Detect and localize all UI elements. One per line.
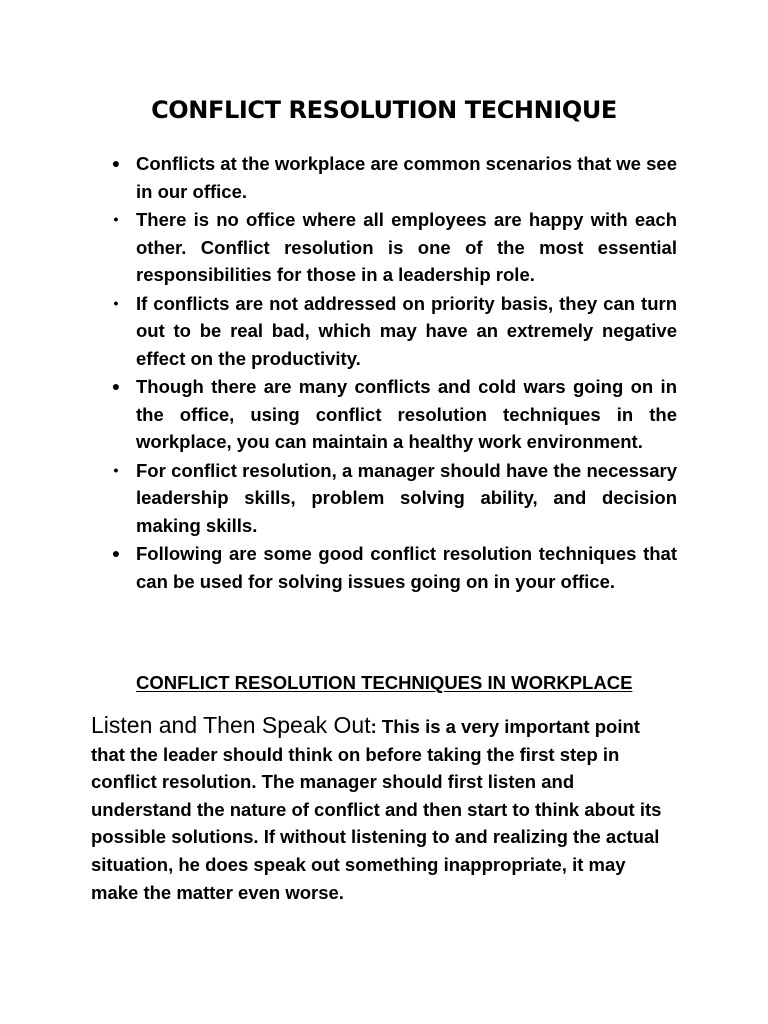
section-lead: Listen and Then Speak Out: [91, 712, 371, 738]
bullet-text: If conflicts are not addressed on priority basis, they can turn out to be real bad, which may have an extremely negative effect on the productivity.: [136, 292, 677, 369]
section-body: : This is a very important point that the leader should think on before taking the first step in conflict resolution. The manager should first listen and understand the nature of conflict and then start to think about its possible solutions. If without listening to and realizing the actual situation, he does speak out something inappropriate, it may make the matter even worse.: [91, 716, 662, 903]
bullet-icon: ●: [111, 545, 121, 561]
bullet-icon: •: [113, 211, 119, 227]
bullet-icon: •: [113, 461, 119, 478]
bullet-item-5: [110, 457, 677, 540]
bullet-icon: ●: [111, 155, 121, 171]
bullet-item-3: [110, 290, 677, 373]
bullet-text: Conflicts at the workplace are common scenarios that we see in our office.: [136, 153, 677, 202]
bullet-item-2: [110, 206, 677, 289]
bullet-item-6: [110, 540, 677, 595]
section-paragraph: [91, 712, 666, 906]
bullet-icon: ●: [111, 378, 121, 394]
bullet-text: Following are some good conflict resolution techniques that can be used for solving issues going on in your office.: [136, 543, 677, 592]
page-title: CONFLICT RESOLUTION TECHNIQUE: [151, 96, 617, 124]
bullet-icon: •: [113, 294, 119, 311]
section-subheading: CONFLICT RESOLUTION TECHNIQUES IN WORKPLACE: [136, 672, 633, 693]
bullet-text: For conflict resolution, a manager should have the necessary leadership skills, problem solving ability, and decision making skills.: [136, 459, 677, 536]
bullet-list: [110, 150, 677, 595]
bullet-item-4: [110, 373, 677, 456]
bullet-text: Though there are many conflicts and cold wars going on in the office, using conflict resolution techniques in the workplace, you can maintain a healthy work environment.: [136, 376, 677, 452]
bullet-text: There is no office where all employees are happy with each other. Conflict resolution is one of the most essential responsibilities for those in a leadership role.: [136, 209, 677, 285]
bullet-item-1: [110, 150, 677, 205]
